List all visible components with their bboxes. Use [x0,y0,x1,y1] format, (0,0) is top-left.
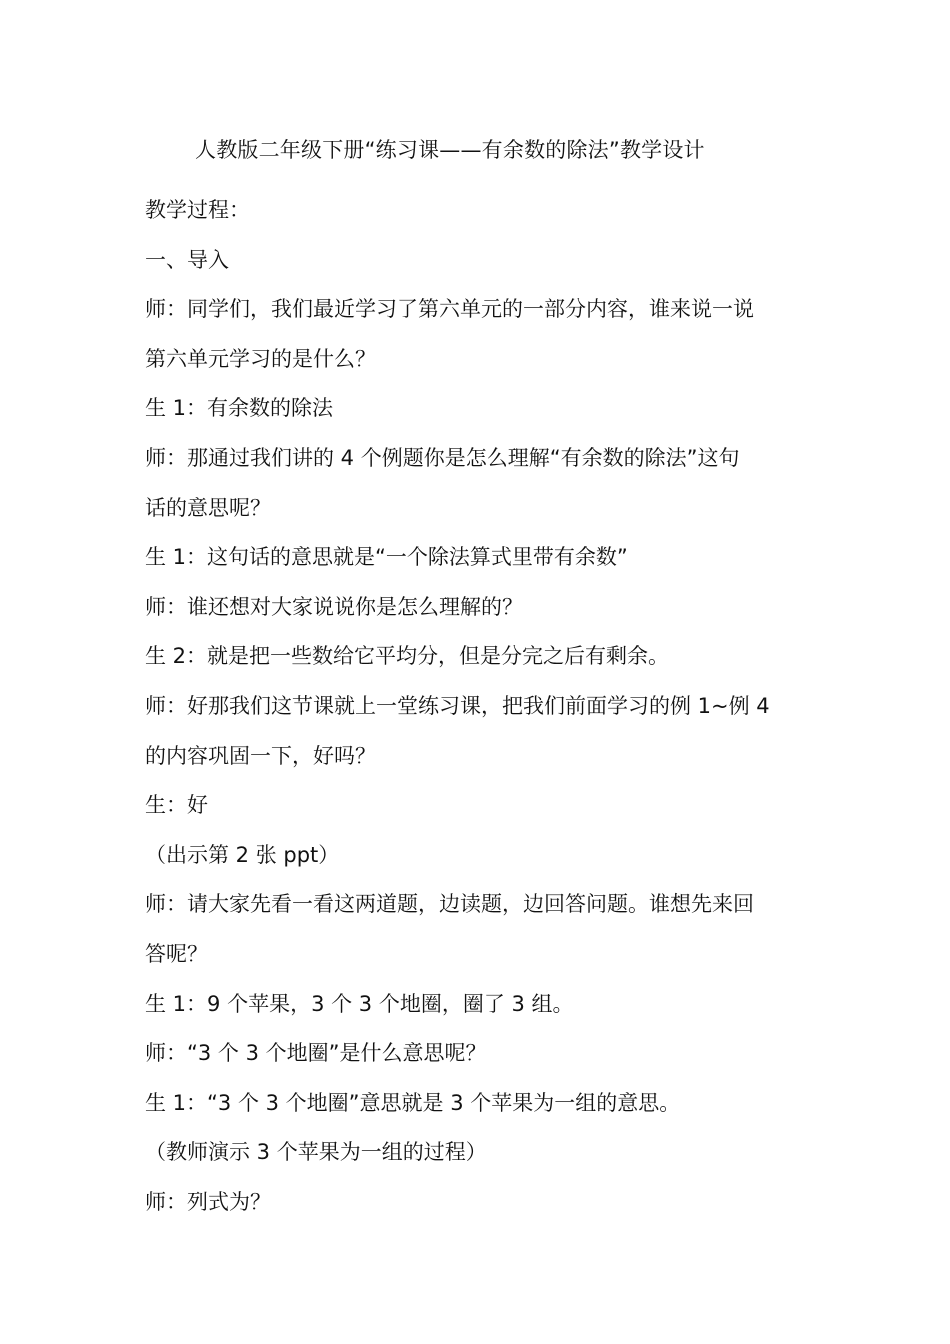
paragraph-line: 师：好那我们这节课就上一堂练习课，把我们前面学习的例 1~例 4 [145,693,770,718]
paragraph-line: 生 1：这句话的意思就是“一个除法算式里带有余数” [145,545,628,570]
paragraph-line: 师：“3 个 3 个地圈”是什么意思呢？ [145,1041,487,1066]
heading-teaching-process: 教学过程： [145,198,250,222]
paragraph-line: 师：请大家先看一看这两道题，边读题，边回答问题。谁想先来回 [145,892,754,917]
paragraph-line: 生 1：9 个苹果，3 个 3 个地圈，圈了 3 组。 [145,991,574,1016]
heading-introduction: 一、导入 [145,247,229,272]
paragraph-line: （教师演示 3 个苹果为一组的过程） [145,1140,487,1165]
paragraph-line: 第六单元学习的是什么？ [145,346,376,371]
paragraph-line: 生 2：就是把一些数给它平均分，但是分完之后有剩余。 [145,644,670,669]
paragraph-line: 师：那通过我们讲的 4 个例题你是怎么理解“有余数的除法”这句 [145,445,740,470]
paragraph-line: 师：同学们，我们最近学习了第六单元的一部分内容，谁来说一说 [145,297,754,322]
document-body [145,186,815,1227]
paragraph-line: 师：列式为？ [145,1189,271,1214]
paragraph-line: 师：谁还想对大家说说你是怎么理解的？ [145,594,523,619]
paragraph-line: 生 1：“3 个 3 个地圈”意思就是 3 个苹果为一组的意思。 [145,1090,681,1115]
paragraph-line: 答呢？ [145,941,208,966]
paragraph-line: （出示第 2 张 ppt） [145,842,340,867]
paragraph-line: 生 1：有余数的除法 [145,396,334,421]
paragraph-line: 话的意思呢？ [145,495,271,520]
document-title: 人教版二年级下册“练习课——有余数的除法”教学设计 [195,138,705,162]
paragraph-line: 的内容巩固一下，好吗？ [145,743,376,768]
paragraph-line: 生：好 [145,793,208,818]
